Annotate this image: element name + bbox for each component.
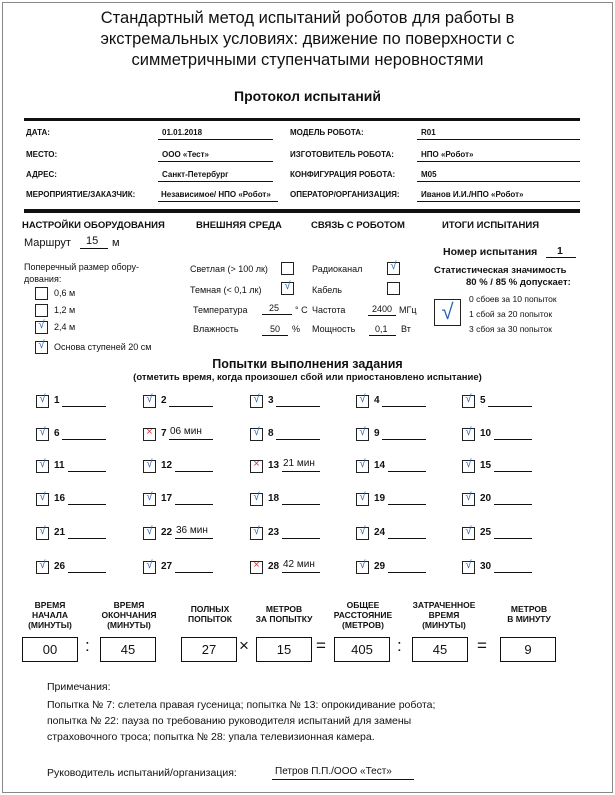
attempt-10-checkbox[interactable]	[462, 428, 475, 441]
stat-checkbox[interactable]	[434, 299, 461, 326]
check-icon: √	[39, 491, 46, 503]
protocol-subtitle: Протокол испытаний	[234, 88, 381, 104]
check-icon: √	[253, 393, 260, 405]
attempt-27-time-line	[175, 572, 213, 573]
attempt-27-number: 27	[161, 561, 173, 572]
attempt-26-number: 26	[54, 561, 66, 572]
humidity-label: Влажность	[193, 324, 239, 334]
date-label: ДАТА:	[26, 128, 50, 137]
attempt-29-time-line	[388, 572, 426, 573]
header-line: В МИНУТУ	[507, 614, 551, 624]
attempt-19-checkbox[interactable]	[356, 493, 369, 506]
attempt-14-time-line	[388, 471, 426, 472]
attempt-2-number: 2	[161, 395, 167, 406]
event-value[interactable]: Независимое/ НПО «Робот»	[161, 190, 271, 199]
header-line: ПОЛНЫХ	[190, 604, 230, 614]
attempt-24-checkbox[interactable]	[356, 527, 369, 540]
cross-icon: ×	[253, 458, 260, 470]
attempt-22-number: 22	[161, 527, 173, 538]
check-icon: √	[146, 525, 153, 537]
attempt-8-time-line	[276, 439, 320, 440]
attempt-25-time-line	[494, 538, 532, 539]
attempt-24-number: 24	[374, 527, 386, 538]
config-value[interactable]: М05	[421, 170, 437, 179]
attempt-19-number: 19	[374, 493, 386, 504]
attempt-17-checkbox[interactable]	[143, 493, 156, 506]
attempt-30-number: 30	[480, 561, 492, 572]
maker-value[interactable]: НПО «Робот»	[421, 150, 474, 159]
attempt-29-checkbox[interactable]	[356, 561, 369, 574]
attempt-9-time-line	[382, 439, 426, 440]
check-icon: √	[465, 491, 472, 503]
title-line: симметричными ступенчатыми неровностями	[131, 51, 484, 69]
attempt-23-time-line	[282, 538, 320, 539]
header-line: РАССТОЯНИЕ	[333, 610, 393, 620]
route-unit: м	[112, 237, 120, 249]
attempt-22-checkbox[interactable]	[143, 527, 156, 540]
size-0-6-label: 0,6 м	[54, 288, 76, 298]
base-checkbox[interactable]	[35, 341, 48, 354]
attempt-1-checkbox[interactable]	[36, 395, 49, 408]
check-icon: √	[359, 525, 366, 537]
attempt-25-checkbox[interactable]	[462, 527, 475, 540]
attempt-2-checkbox[interactable]	[143, 395, 156, 408]
attempt-28-number: 28	[268, 561, 280, 572]
attempt-22-time-line	[175, 538, 213, 539]
time-spent-header	[404, 600, 484, 630]
attempt-3-time-line	[276, 406, 320, 407]
test-number-label: Номер испытания	[443, 246, 538, 258]
document-title	[0, 8, 615, 71]
results-heading: ИТОГИ ИСПЫТАНИЯ	[442, 220, 540, 231]
attempt-10-number: 10	[480, 428, 492, 439]
attempt-25-number: 25	[480, 527, 492, 538]
attempt-23-checkbox[interactable]	[250, 527, 263, 540]
address-value[interactable]: Санкт-Петербург	[162, 170, 229, 179]
freq-label: Частота	[312, 305, 346, 315]
attempt-5-time-line	[488, 406, 532, 407]
attempt-16-checkbox[interactable]	[36, 493, 49, 506]
temp-unit: ° С	[295, 305, 308, 315]
attempt-13-time-line	[282, 471, 320, 472]
check-icon: √	[146, 393, 153, 405]
config-label: КОНФИГУРАЦИЯ РОБОТА:	[290, 170, 396, 179]
check-icon: √	[359, 491, 366, 503]
settings-heading: НАСТРОЙКИ ОБОРУДОВАНИЯ	[22, 220, 165, 231]
humidity-unit: %	[292, 324, 301, 334]
header-line: ЗАТРАЧЕННОЕ	[412, 600, 476, 610]
attempt-7-time-line	[169, 439, 213, 440]
base-label: Основа ступеней 20 см	[54, 342, 152, 352]
check-icon: √	[146, 491, 153, 503]
check-icon: √	[146, 458, 153, 470]
check-icon: √	[39, 559, 46, 571]
attempt-26-checkbox[interactable]	[36, 561, 49, 574]
attempt-8-number: 8	[268, 428, 274, 439]
route-label: Маршрут	[24, 237, 71, 249]
check-icon: √	[359, 559, 366, 571]
check-icon: √	[39, 525, 46, 537]
notes-line: страховочного троса; попытка № 28: упала телевизионная камера.	[47, 731, 375, 743]
attempt-26-time-line	[68, 572, 106, 573]
check-icon: √	[38, 319, 45, 331]
cable-checkbox[interactable]	[387, 282, 400, 295]
cross-icon: ×	[146, 426, 153, 438]
radio-checkbox[interactable]	[387, 262, 400, 275]
check-icon: √	[39, 393, 46, 405]
attempt-15-time-line	[494, 471, 532, 472]
equals-operator: =	[477, 636, 487, 655]
size-0-6-checkbox[interactable]	[35, 287, 48, 300]
check-icon: √	[38, 339, 45, 351]
check-icon: √	[465, 393, 472, 405]
width-label: Поперечный размер обору-	[24, 262, 140, 272]
notes-text[interactable]	[47, 697, 435, 745]
end-header	[94, 600, 164, 630]
environment-heading: ВНЕШНЯЯ СРЕДА	[196, 220, 282, 231]
attempt-18-time-line	[282, 504, 320, 505]
radio-label: Радиоканал	[312, 264, 363, 274]
attempt-22-time[interactable]: 36 мин	[176, 525, 208, 536]
attempt-2-time-line	[169, 406, 213, 407]
full-attempts-field[interactable]: 27	[181, 637, 237, 662]
attempt-12-checkbox[interactable]	[143, 460, 156, 473]
check-icon: √	[39, 458, 46, 470]
attempt-20-number: 20	[480, 493, 492, 504]
header-line: (МИНУТЫ)	[422, 620, 466, 630]
equals-operator: =	[316, 636, 326, 655]
attempt-15-checkbox[interactable]	[462, 460, 475, 473]
light-label: Светлая (> 100 лк)	[190, 264, 268, 274]
check-icon: √	[253, 525, 260, 537]
attempt-3-checkbox[interactable]	[250, 395, 263, 408]
place-label: МЕСТО:	[26, 150, 58, 159]
dark-checkbox[interactable]	[281, 282, 294, 295]
power-unit: Вт	[401, 324, 411, 334]
header-line: ВРЕМЯ	[34, 600, 66, 610]
size-2-4-checkbox[interactable]	[35, 321, 48, 334]
attempt-11-checkbox[interactable]	[36, 460, 49, 473]
route-value[interactable]: 15	[86, 235, 99, 247]
distance-field[interactable]: 405	[334, 637, 390, 662]
check-icon: √	[465, 525, 472, 537]
attempt-11-number: 11	[54, 460, 65, 471]
attempts-subheading: (отметить время, когда произошел сбой или приостановлено испытание)	[133, 372, 482, 383]
attempt-30-checkbox[interactable]	[462, 561, 475, 574]
attempt-13-checkbox[interactable]	[250, 460, 263, 473]
divider	[24, 209, 580, 213]
attempt-20-time-line	[494, 504, 532, 505]
temp-label: Температура	[193, 305, 248, 315]
header-line: МЕТРОВ	[265, 604, 303, 614]
attempt-9-checkbox[interactable]	[356, 428, 369, 441]
attempt-13-time[interactable]: 21 мин	[283, 458, 315, 469]
check-icon: √	[39, 426, 46, 438]
header-line: ВРЕМЯ	[113, 600, 145, 610]
attempt-14-number: 14	[374, 460, 386, 471]
power-value[interactable]: 0,1	[375, 324, 388, 334]
attempt-28-time-line	[282, 572, 320, 573]
attempt-7-checkbox[interactable]	[143, 428, 156, 441]
model-label: МОДЕЛЬ РОБОТА:	[290, 128, 364, 137]
attempts-header	[180, 604, 240, 624]
attempt-15-number: 15	[480, 460, 492, 471]
operator-value[interactable]: Иванов И.И./НПО «Робот»	[421, 190, 524, 199]
attempt-12-number: 12	[161, 460, 173, 471]
size-1-2-label: 1,2 м	[54, 305, 76, 315]
light-checkbox[interactable]	[281, 262, 294, 275]
header-line: ВРЕМЯ	[428, 610, 460, 620]
check-icon: √	[465, 559, 472, 571]
check-icon: √	[146, 559, 153, 571]
time-spent-field[interactable]: 45	[412, 637, 468, 662]
notes-line: попытка № 22: пауза по требованию руководителя испытаний для замены	[47, 715, 412, 727]
humidity-value[interactable]: 50	[270, 324, 281, 334]
attempt-7-time[interactable]: 06 мин	[170, 426, 202, 437]
attempt-7-number: 7	[161, 428, 167, 439]
attempt-8-checkbox[interactable]	[250, 428, 263, 441]
operator-label: ОПЕРАТОР/ОРГАНИЗАЦИЯ:	[290, 190, 400, 199]
comms-heading: СВЯЗЬ С РОБОТОМ	[311, 220, 405, 231]
attempt-5-number: 5	[480, 395, 486, 406]
attempt-17-time-line	[175, 504, 213, 505]
header-line: (МЕТРОВ)	[342, 620, 384, 630]
attempt-17-number: 17	[161, 493, 173, 504]
attempt-18-checkbox[interactable]	[250, 493, 263, 506]
event-label: МЕРОПРИЯТИЕ/ЗАКАЗЧИК:	[26, 190, 136, 199]
check-icon: √	[441, 299, 454, 324]
attempt-4-time-line	[382, 406, 426, 407]
header-line: МЕТРОВ	[510, 604, 548, 614]
end-time-field[interactable]: 45	[100, 637, 156, 662]
header-line: ОБЩЕЕ	[346, 600, 380, 610]
stat-option: 1 сбой за 20 попыток	[469, 309, 553, 319]
check-icon: √	[359, 426, 366, 438]
attempt-20-checkbox[interactable]	[462, 493, 475, 506]
header-line: (МИНУТЫ)	[107, 620, 151, 630]
meters-per-attempt-field[interactable]: 15	[256, 637, 312, 662]
temp-value[interactable]: 25	[269, 303, 280, 313]
stat-option: 0 сбоев за 10 попыток	[469, 294, 557, 304]
attempt-1-number: 1	[54, 395, 60, 406]
check-icon: √	[253, 491, 260, 503]
attempts-heading: Попытки выполнения задания	[212, 357, 403, 371]
times-operator: ×	[239, 636, 249, 655]
size-2-4-label: 2,4 м	[54, 322, 76, 332]
attempt-6-number: 6	[54, 428, 60, 439]
freq-value[interactable]: 2400	[372, 304, 393, 314]
attempt-21-number: 21	[54, 527, 66, 538]
attempt-28-checkbox[interactable]	[250, 561, 263, 574]
attempt-30-time-line	[494, 572, 532, 573]
cross-icon: ×	[253, 559, 260, 571]
size-1-2-checkbox[interactable]	[35, 304, 48, 317]
attempt-3-number: 3	[268, 395, 274, 406]
signature-value[interactable]: Петров П.П./ООО «Тест»	[275, 766, 392, 777]
distance-header	[328, 600, 398, 630]
title-line: экстремальных условиях: движение по поверхности с	[100, 30, 515, 48]
header-line: ЗА ПОПЫТКУ	[255, 614, 313, 624]
maker-label: ИЗГОТОВИТЕЛЬ РОБОТА:	[290, 150, 394, 159]
attempt-13-number: 13	[268, 460, 280, 471]
check-icon: √	[465, 458, 472, 470]
attempt-14-checkbox[interactable]	[356, 460, 369, 473]
attempt-12-time-line	[175, 471, 213, 472]
model-value[interactable]: R01	[421, 128, 436, 137]
check-icon: √	[284, 280, 291, 292]
check-icon: √	[465, 426, 472, 438]
meters-per-attempt-header	[249, 604, 319, 624]
attempt-23-number: 23	[268, 527, 280, 538]
title-line: Стандартный метод испытаний роботов для работы в	[100, 9, 515, 27]
attempt-1-time-line	[62, 406, 106, 407]
place-value[interactable]: ООО «Тест»	[162, 150, 209, 159]
colon-operator: :	[397, 636, 402, 655]
cable-label: Кабель	[312, 285, 342, 295]
attempt-27-checkbox[interactable]	[143, 561, 156, 574]
attempt-18-number: 18	[268, 493, 280, 504]
attempt-10-time-line	[494, 439, 532, 440]
check-icon: √	[253, 426, 260, 438]
attempt-6-checkbox[interactable]	[36, 428, 49, 441]
check-icon: √	[359, 393, 366, 405]
attempt-11-time-line	[68, 471, 106, 472]
attempt-29-number: 29	[374, 561, 386, 572]
attempt-5-checkbox[interactable]	[462, 395, 475, 408]
stat-label: Статистическая значимость	[434, 265, 567, 276]
dark-label: Темная (< 0,1 лк)	[190, 285, 262, 295]
stat-label-2: 80 % / 85 % допускает:	[466, 277, 571, 288]
freq-unit: МГц	[399, 305, 417, 315]
test-number-value[interactable]: 1	[557, 245, 563, 257]
attempt-9-number: 9	[374, 428, 380, 439]
check-icon: √	[359, 458, 366, 470]
notes-label: Примечания:	[47, 681, 111, 693]
power-label: Мощность	[312, 324, 356, 334]
start-header	[20, 600, 80, 630]
attempt-4-checkbox[interactable]	[356, 395, 369, 408]
stat-option: 3 сбоя за 30 попыток	[469, 324, 552, 334]
divider	[24, 118, 580, 121]
meters-per-minute-field[interactable]: 9	[500, 637, 556, 662]
attempt-4-number: 4	[374, 395, 380, 406]
attempt-21-time-line	[68, 538, 106, 539]
meters-per-minute-header	[494, 604, 564, 624]
attempt-19-time-line	[388, 504, 426, 505]
notes-line: Попытка № 7: слетела правая гусеница; попытка № 13: опрокидивание робота;	[47, 699, 436, 711]
colon-operator: :	[85, 636, 90, 655]
attempt-6-time-line	[62, 439, 106, 440]
check-icon: √	[390, 260, 397, 272]
attempt-21-checkbox[interactable]	[36, 527, 49, 540]
attempt-28-time[interactable]: 42 мин	[283, 559, 315, 570]
width-label: дования:	[24, 274, 62, 284]
attempt-24-time-line	[388, 538, 426, 539]
date-value[interactable]: 01.01.2018	[162, 128, 203, 137]
header-line: НАЧАЛА	[32, 610, 68, 620]
header-line: ПОПЫТОК	[188, 614, 232, 624]
address-label: АДРЕС:	[26, 170, 57, 179]
attempt-16-number: 16	[54, 493, 66, 504]
header-line: (МИНУТЫ)	[28, 620, 72, 630]
start-time-field[interactable]: 00	[22, 637, 78, 662]
signature-label: Руководитель испытаний/организация:	[47, 767, 237, 779]
header-line: ОКОНЧАНИЯ	[101, 610, 157, 620]
attempt-16-time-line	[68, 504, 106, 505]
